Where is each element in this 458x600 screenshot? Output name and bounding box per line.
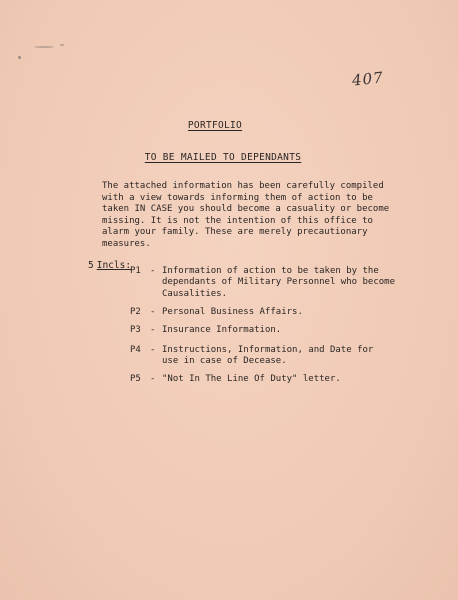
- body-line: alarm your family. These are merely precautionary: [102, 227, 368, 238]
- inclosure-code: P1: [130, 266, 141, 276]
- inclosure-text: dependants of Military Personnel who become: [162, 277, 395, 288]
- dash-separator: -: [150, 345, 156, 355]
- inclosure-text: Insurance Information.: [162, 325, 282, 335]
- inclosure-item: [130, 374, 341, 385]
- inclosure-code: P5: [130, 374, 141, 384]
- dash-separator: -: [150, 307, 156, 317]
- inclosures-heading: [88, 260, 131, 271]
- body-line: The attached information has been carefully compiled: [102, 181, 384, 191]
- document-subtitle: TO BE MAILED TO DEPENDANTS: [144, 152, 302, 163]
- dash-separator: -: [150, 374, 156, 384]
- inclosure-item: [130, 345, 373, 368]
- inclosure-code: P4: [130, 345, 141, 355]
- inclosure-text: Instructions, Information, and Date for: [162, 345, 374, 355]
- body-line: taken IN CASE you should become a casuality or become: [102, 204, 390, 215]
- inclosure-text: Causalities.: [162, 288, 228, 299]
- document-title: PORTFOLIO: [187, 120, 243, 131]
- paper-speck: [18, 56, 21, 59]
- body-paragraph: [102, 181, 392, 251]
- inclosure-code: P3: [130, 325, 141, 335]
- inclosure-text: Personal Business Affairs.: [162, 307, 303, 317]
- body-line: missing. It is not the intention of this office to: [102, 215, 373, 226]
- inclosure-item: [130, 307, 303, 318]
- inclosure-item: [130, 325, 281, 336]
- body-line: with a view towards informing them of action to be: [102, 192, 373, 203]
- inclosure-text: "Not In The Line Of Duty" letter.: [162, 374, 341, 384]
- inclosure-item: [130, 266, 395, 300]
- inclosures-label: Incls:: [96, 260, 132, 271]
- inclosure-text: Information of action to be taken by the: [162, 266, 379, 276]
- dash-separator: -: [150, 266, 156, 276]
- inclosure-code: P2: [130, 307, 141, 317]
- paper-speck: [34, 46, 54, 48]
- handwritten-page-number: 407: [351, 68, 385, 90]
- dash-separator: -: [150, 325, 156, 335]
- inclosure-text: use in case of Decease.: [162, 356, 287, 367]
- inclosures-count: 5: [88, 260, 94, 271]
- body-line: measures.: [102, 238, 151, 249]
- paper-speck: [60, 44, 64, 46]
